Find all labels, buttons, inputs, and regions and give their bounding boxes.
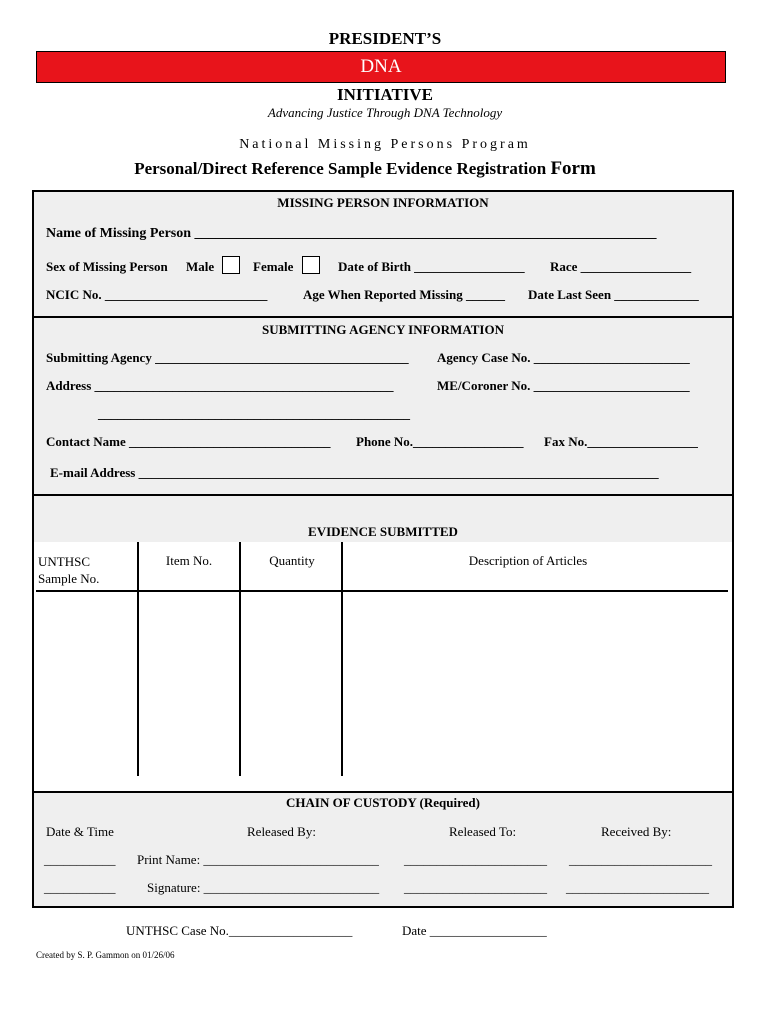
fax-field[interactable]: Fax No._________________ <box>544 434 698 449</box>
form-title <box>0 158 730 180</box>
evidence-header-underline <box>36 590 728 592</box>
evidence-col-divider-2 <box>239 542 241 776</box>
dob-field[interactable]: Date of Birth _________________ <box>338 259 525 274</box>
evidence-col-divider-1 <box>137 542 139 776</box>
header-dna-text: DNA <box>360 56 402 77</box>
male-checkbox[interactable] <box>222 256 240 274</box>
col-header-description: Description of Articles <box>468 553 588 568</box>
missing-person-title: MISSING PERSON INFORMATION <box>277 195 489 210</box>
header-tagline: Advancing Justice Through DNA Technology <box>267 105 503 120</box>
evidence-title: EVIDENCE SUBMITTED <box>308 524 458 539</box>
sex-label: Sex of Missing Person <box>46 259 168 274</box>
coroner-field[interactable]: ME/Coroner No. ________________________ <box>437 378 690 393</box>
custody-date-time: Date & Time <box>46 824 114 839</box>
header-program: National Missing Persons Program <box>239 137 531 152</box>
age-reported-field[interactable]: Age When Reported Missing ______ <box>303 287 505 302</box>
header-initiative: INITIATIVE <box>336 85 434 104</box>
custody-row2-received-by[interactable]: ______________________ <box>566 880 709 895</box>
submitting-agency-field[interactable]: Submitting Agency _______________________________________ <box>46 350 409 365</box>
col-header-item-no: Item No. <box>165 553 213 568</box>
footer-date-field[interactable]: Date __________________ <box>402 923 547 938</box>
email-field[interactable]: E-mail Address ________________________________________________________________________________ <box>50 465 659 480</box>
evidence-col-divider-3 <box>341 542 343 776</box>
custody-row2-date[interactable]: ___________ <box>44 880 116 895</box>
custody-signature[interactable]: Signature: ___________________________ <box>147 880 380 895</box>
custody-released-to: Released To: <box>449 824 517 839</box>
male-label: Male <box>186 259 215 274</box>
agency-title: SUBMITTING AGENCY INFORMATION <box>262 322 504 337</box>
ncic-field[interactable]: NCIC No. _________________________ <box>46 287 268 302</box>
address-line-2[interactable]: ________________________________________________ <box>98 406 410 421</box>
contact-name-field[interactable]: Contact Name _______________________________ <box>46 434 331 449</box>
address-field[interactable]: Address ______________________________________________ <box>46 378 394 393</box>
created-by-note: Created by S. P. Gammon on 01/26/06 <box>36 950 175 960</box>
custody-row1-released-to[interactable]: ______________________ <box>404 852 547 867</box>
missing-person-name-field[interactable]: Name of Missing Person __________________________________________________________________ <box>46 226 657 241</box>
custody-released-by: Released By: <box>247 824 316 839</box>
female-label: Female <box>253 259 294 274</box>
col-header-quantity: Quantity <box>269 553 315 568</box>
header-presidents: PRESIDENT’S <box>328 29 442 48</box>
header-dna-banner <box>36 51 726 83</box>
custody-row2-released-to[interactable]: ______________________ <box>404 880 547 895</box>
custody-row1-received-by[interactable]: ______________________ <box>569 852 712 867</box>
female-checkbox[interactable] <box>302 256 320 274</box>
custody-print-name[interactable]: Print Name: ___________________________ <box>137 852 379 867</box>
unthsc-case-no-field[interactable]: UNTHSC Case No.___________________ <box>126 923 353 938</box>
phone-field[interactable]: Phone No._________________ <box>356 434 524 449</box>
custody-row1-date[interactable]: ___________ <box>44 852 116 867</box>
race-field[interactable]: Race _________________ <box>550 259 692 274</box>
form-title-form: Form <box>550 158 596 179</box>
custody-title: CHAIN OF CUSTODY (Required) <box>286 795 480 810</box>
form-title-text: Personal/Direct Reference Sample Evidence Registration <box>134 159 547 178</box>
date-last-seen-field[interactable]: Date Last Seen _____________ <box>528 287 699 302</box>
agency-case-field[interactable]: Agency Case No. ________________________ <box>437 350 690 365</box>
custody-received-by: Received By: <box>601 824 672 839</box>
col-header-sample-no: UNTHSC Sample No. <box>38 554 100 586</box>
